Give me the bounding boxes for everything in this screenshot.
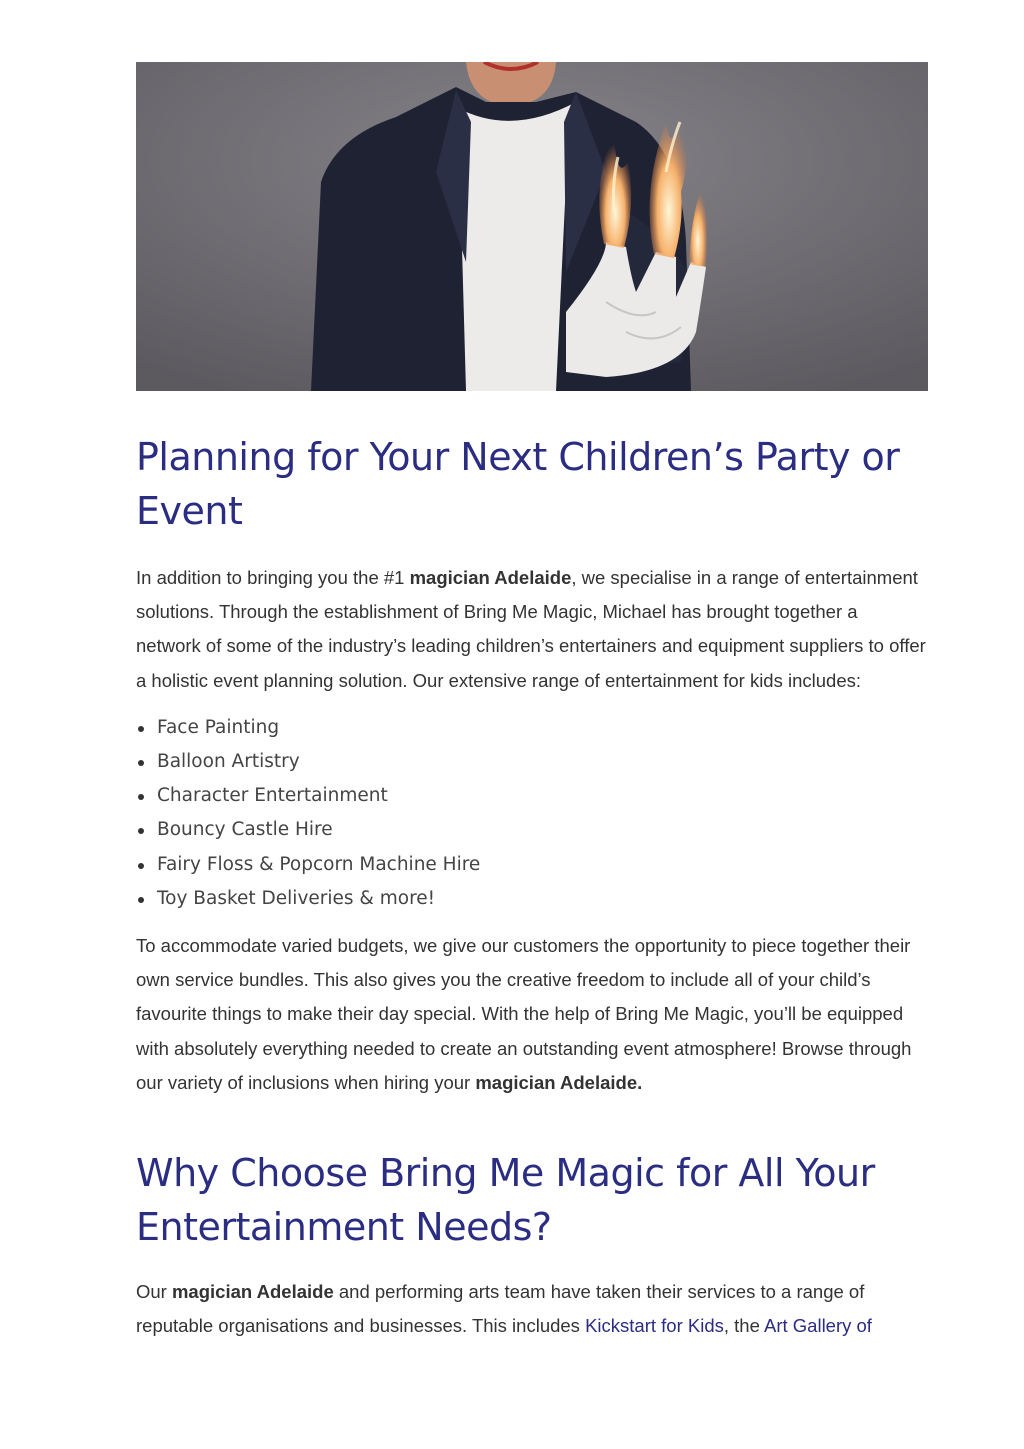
intro-text-before: In addition to bringing you the #1: [136, 567, 410, 588]
art-gallery-link[interactable]: Art Gallery of: [764, 1315, 872, 1337]
magician-photo: [136, 62, 928, 391]
intro-paragraph: [136, 561, 926, 698]
article-content: [136, 430, 926, 1343]
outro-keyword: magician Adelaide.: [475, 1071, 643, 1093]
section-heading-planning: Planning for Your Next Children’s Party or Event: [136, 435, 900, 533]
outro-text: To accommodate varied budgets, we give our customers the opportunity to piece together their own service bundles. This also gives you the creative freedom to include all of your child’s favourite things to make their day special. With the help of Bring Me Magic, you’ll be equipped with absolutely everything needed to create an outstanding event atmosphere! Browse through our variety of inclusions when hiring your: [136, 935, 912, 1093]
why-paragraph: [136, 1275, 926, 1343]
section-heading-why-choose: Why Choose Bring Me Magic for All Your Entertainment Needs?: [136, 1151, 875, 1250]
why-text-2: and performing arts team have taken their services to a range of reputable organisations and businesses. This includes: [136, 1281, 865, 1337]
list-item: Toy Basket Deliveries & more!: [136, 882, 926, 916]
hero-image: [136, 62, 928, 391]
why-text-3: , the: [723, 1315, 764, 1337]
list-item: Bouncy Castle Hire: [136, 813, 926, 847]
intro-keyword: magician Adelaide: [409, 567, 572, 588]
why-keyword: magician Adelaide: [171, 1281, 334, 1303]
list-item: Character Entertainment: [136, 779, 926, 813]
list-item: Balloon Artistry: [136, 745, 926, 779]
list-item: Face Painting: [136, 711, 926, 745]
list-item: Fairy Floss & Popcorn Machine Hire: [136, 848, 926, 882]
kickstart-for-kids-link[interactable]: Kickstart for Kids: [585, 1315, 724, 1337]
why-text-1: Our: [136, 1281, 172, 1303]
outro-paragraph: [136, 929, 926, 1100]
services-list: [136, 711, 926, 916]
intro-text-after: , we specialise in a range of entertainment solutions. Through the establishment of Bring Me Magic, Michael has brought together a network of some of the industry’s leading children’s entertainers and equipment suppliers to offer a holistic event planning solution. Our extensive range of entertainment for kids includes:: [136, 567, 926, 691]
